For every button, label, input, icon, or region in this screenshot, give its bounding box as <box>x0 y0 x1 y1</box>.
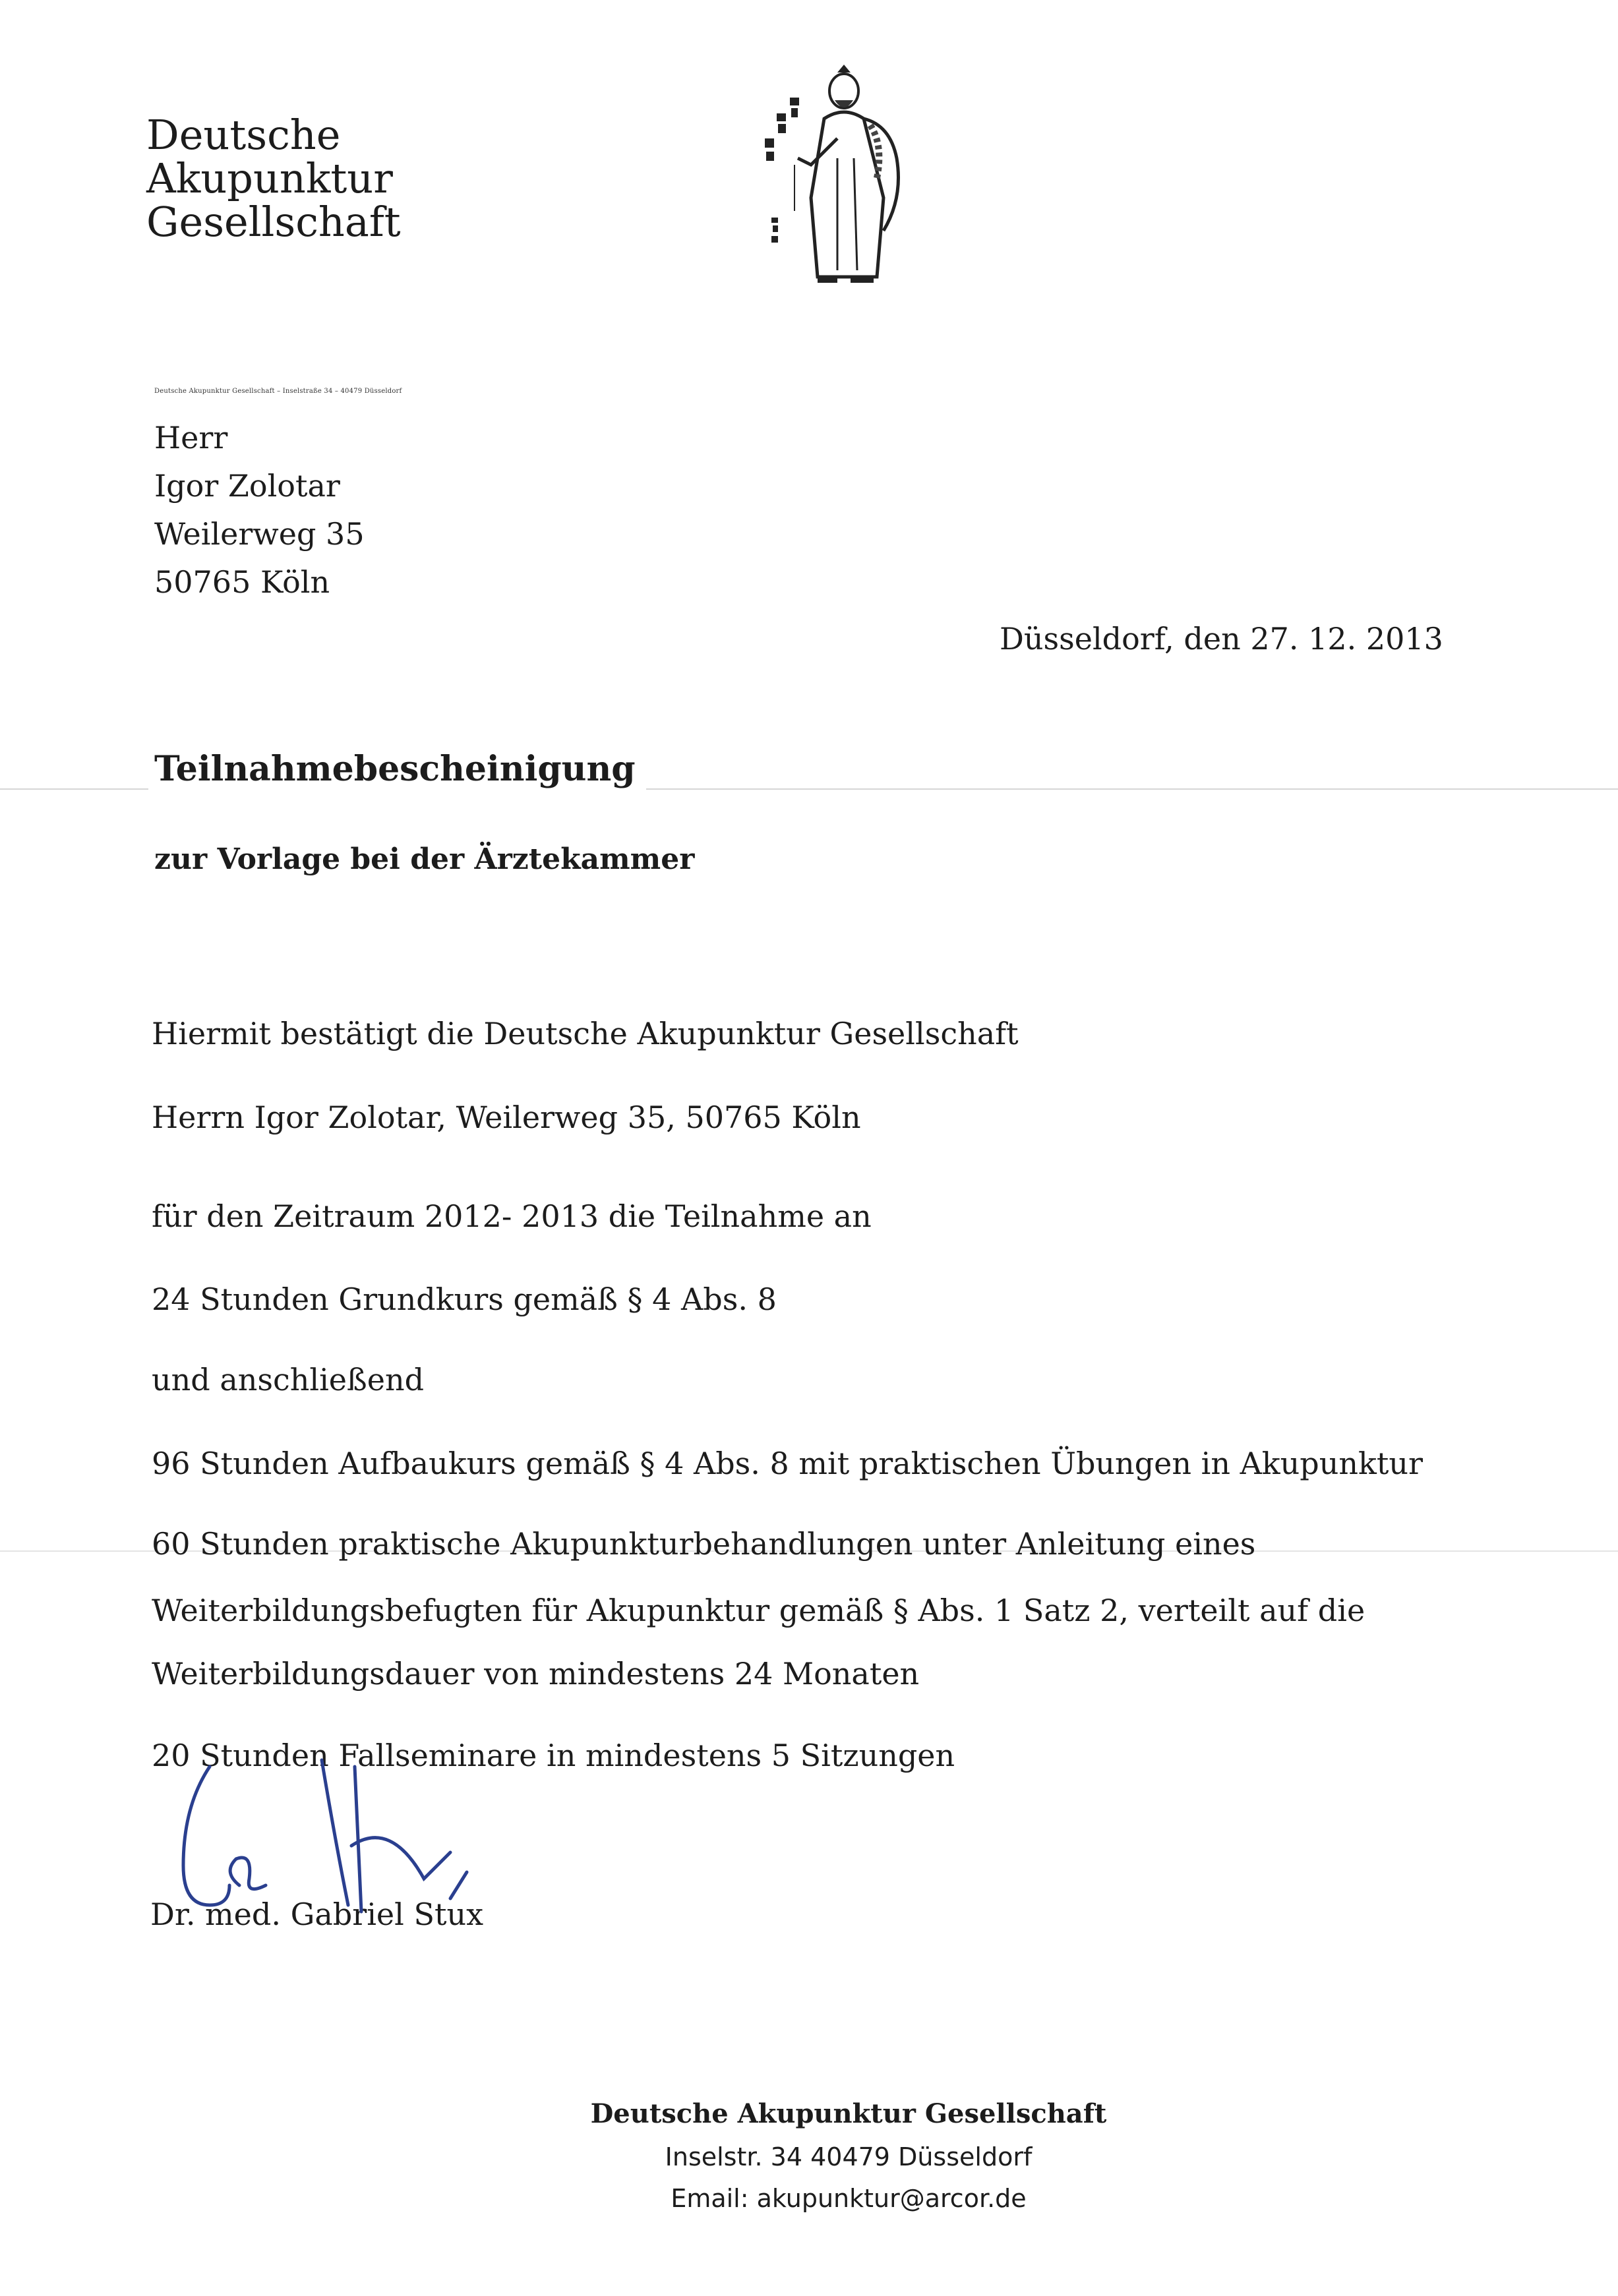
org-name-line-3: Gesellschaft <box>146 198 401 246</box>
fold-line-right <box>646 788 1618 790</box>
body-line-3: für den Zeitraum 2012- 2013 die Teilnahme an <box>152 1198 872 1234</box>
body-line-5: und anschließend <box>152 1362 425 1398</box>
body-line-6: 96 Stunden Aufbaukurs gemäß § 4 Abs. 8 mit praktischen Übungen in Akupunktur <box>152 1446 1423 1481</box>
body-line-10: 20 Stunden Fallseminare in mindestens 5 Sitzungen <box>152 1738 955 1773</box>
fold-line-left <box>0 788 148 790</box>
recipient-name: Igor Zolotar <box>154 468 340 504</box>
org-name-line-1: Deutsche <box>146 111 341 159</box>
document-title: Teilnahmebescheinigung <box>154 749 636 789</box>
letter-date: Düsseldorf, den 27. 12. 2013 <box>1000 621 1443 657</box>
body-line-1: Hiermit bestätigt die Deutsche Akupunktur Gesellschaft <box>152 1016 1019 1051</box>
document-subtitle: zur Vorlage bei der Ärztekammer <box>154 842 695 876</box>
footer-address: Inselstr. 34 40479 Düsseldorf <box>665 2142 1033 2171</box>
signatory-name: Dr. med. Gabriel Stux <box>150 1897 484 1932</box>
body-line-2: Herrn Igor Zolotar, Weilerweg 35, 50765 Köln <box>152 1100 861 1135</box>
org-name-line-2: Akupunktur <box>146 154 393 202</box>
body-line-7: 60 Stunden praktische Akupunkturbehandlungen unter Anleitung eines <box>152 1526 1256 1562</box>
body-line-9: Weiterbildungsdauer von mindestens 24 Monaten <box>152 1656 920 1692</box>
handwritten-signature <box>177 1747 480 1925</box>
footer-email: Email: akupunktur@arcor.de <box>671 2184 1027 2213</box>
acupuncture-figure-icon <box>738 59 916 297</box>
recipient-city: 50765 Köln <box>154 564 330 600</box>
letterhead-org-name <box>146 113 401 244</box>
body-line-4: 24 Stunden Grundkurs gemäß § 4 Abs. 8 <box>152 1281 777 1317</box>
recipient-street: Weilerweg 35 <box>154 516 365 552</box>
sender-return-address: Deutsche Akupunktur Gesellschaft – Inselstraße 34 – 40479 Düsseldorf <box>154 388 402 395</box>
body-line-8: Weiterbildungsbefugten für Akupunktur gemäß § Abs. 1 Satz 2, verteilt auf die <box>152 1593 1365 1628</box>
footer-org-name: Deutsche Akupunktur Gesellschaft <box>590 2098 1107 2129</box>
recipient-address <box>154 414 365 606</box>
recipient-salutation: Herr <box>154 420 228 456</box>
